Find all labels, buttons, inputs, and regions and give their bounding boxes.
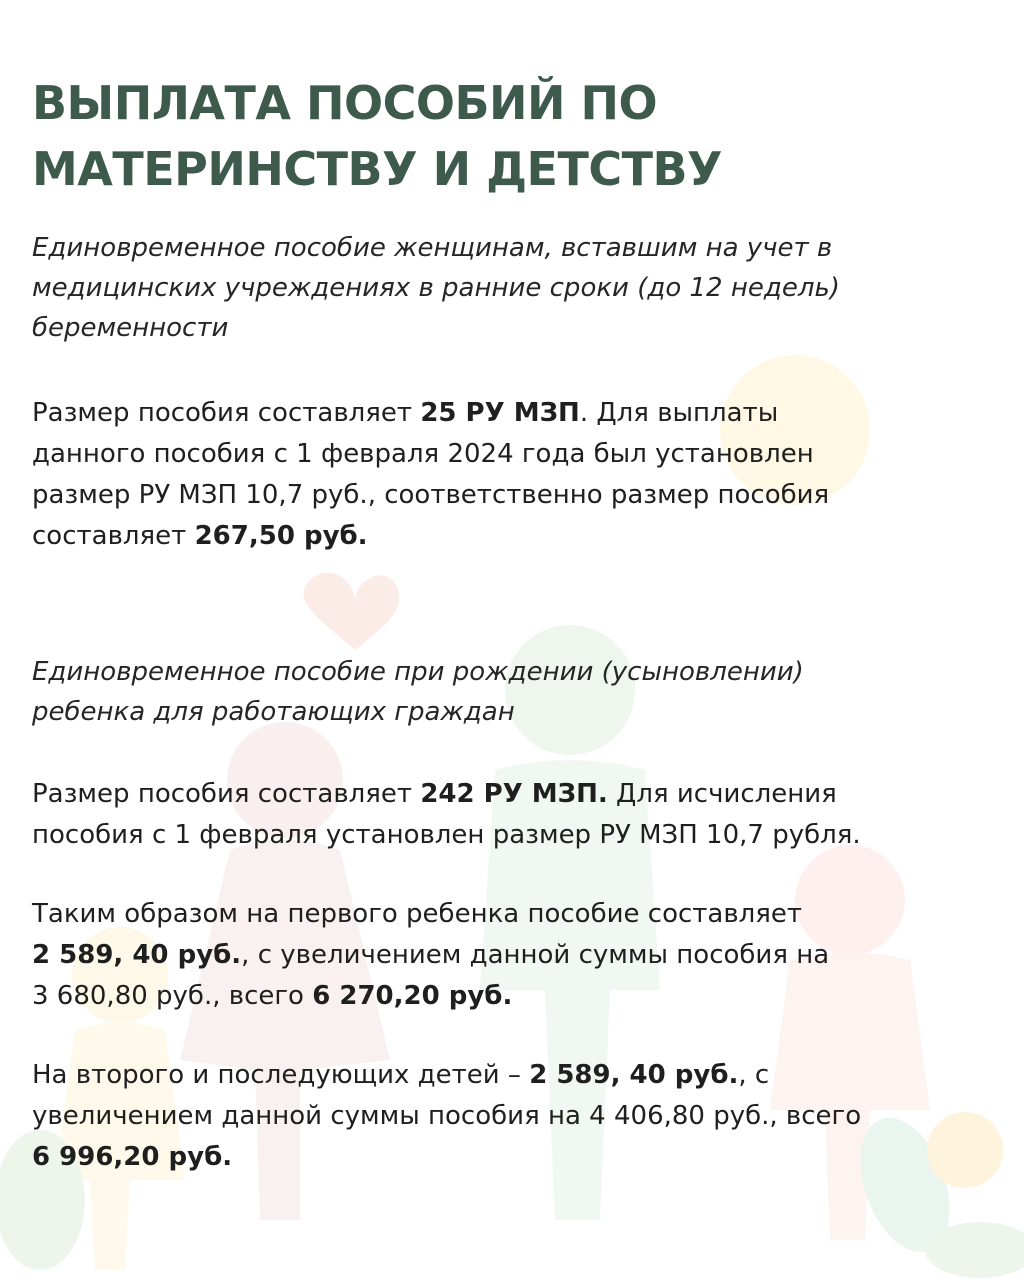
s2-p2-bold-3b: 6 270,20 руб.	[312, 981, 513, 1011]
s2-p2-text-3a: 3 680,80 руб., всего	[32, 981, 313, 1011]
section2-paragraph-1	[32, 774, 992, 856]
s2-p1-text-1c: Для исчисления	[607, 779, 837, 809]
s2-p2-text-2b: , с увеличением данной суммы пособия на	[241, 940, 830, 970]
section1-subtitle-line-2: медицинских учреждениях в ранние сроки (до 12 недель)	[32, 273, 840, 303]
section2-subtitle-line-2: ребенка для работающих граждан	[32, 697, 515, 727]
section1-subtitle-line-1: Единовременное пособие женщинам, вставшим на учет в	[32, 233, 833, 263]
section1-subtitle	[32, 228, 992, 348]
s1-p1-text-1c: . Для выплаты	[579, 398, 779, 428]
s2-p3-bold-line-3: 6 996,20 руб.	[32, 1142, 233, 1172]
s1-p1-bold-4b: 267,50 руб.	[194, 521, 368, 551]
section2-subtitle-line-1: Единовременное пособие при рождении (усыновлении)	[32, 657, 804, 687]
s1-p1-text-4a: составляет	[32, 521, 195, 551]
s2-p3-text-1a: На второго и последующих детей –	[32, 1060, 530, 1090]
section1-paragraph	[32, 393, 992, 557]
s1-p1-line-3: размер РУ МЗП 10,7 руб., соответственно размер пособия	[32, 480, 830, 510]
s2-p3-line-2: увеличением данной суммы пособия на 4 406,80 руб., всего	[32, 1101, 862, 1131]
s2-p1-bold-1b: 242 РУ МЗП.	[420, 779, 608, 809]
s2-p3-text-1c: , с	[738, 1060, 770, 1090]
content	[32, 70, 992, 1178]
section1-subtitle-line-3: беременности	[32, 313, 229, 343]
section2-paragraph-2	[32, 894, 992, 1017]
s1-p1-text-1a: Размер пособия составляет	[32, 398, 421, 428]
section2-subtitle	[32, 652, 992, 732]
s2-p2-line-1: Таким образом на первого ребенка пособие составляет	[32, 899, 803, 929]
s2-p1-text-1a: Размер пособия составляет	[32, 779, 421, 809]
s2-p2-bold-2a: 2 589, 40 руб.	[32, 940, 242, 970]
title-line-2: МАТЕРИНСТВУ И ДЕТСТВУ	[32, 142, 723, 196]
s2-p3-bold-1b: 2 589, 40 руб.	[529, 1060, 739, 1090]
section2-paragraph-3	[32, 1055, 992, 1178]
page-title	[32, 70, 992, 202]
s2-p1-line-2: пособия с 1 февраля установлен размер РУ МЗП 10,7 рубля.	[32, 820, 861, 850]
s1-p1-bold-1b: 25 РУ МЗП	[420, 398, 580, 428]
title-line-1: ВЫПЛАТА ПОСОБИЙ ПО	[32, 76, 658, 130]
s1-p1-line-2: данного пособия с 1 февраля 2024 года был установлен	[32, 439, 814, 469]
